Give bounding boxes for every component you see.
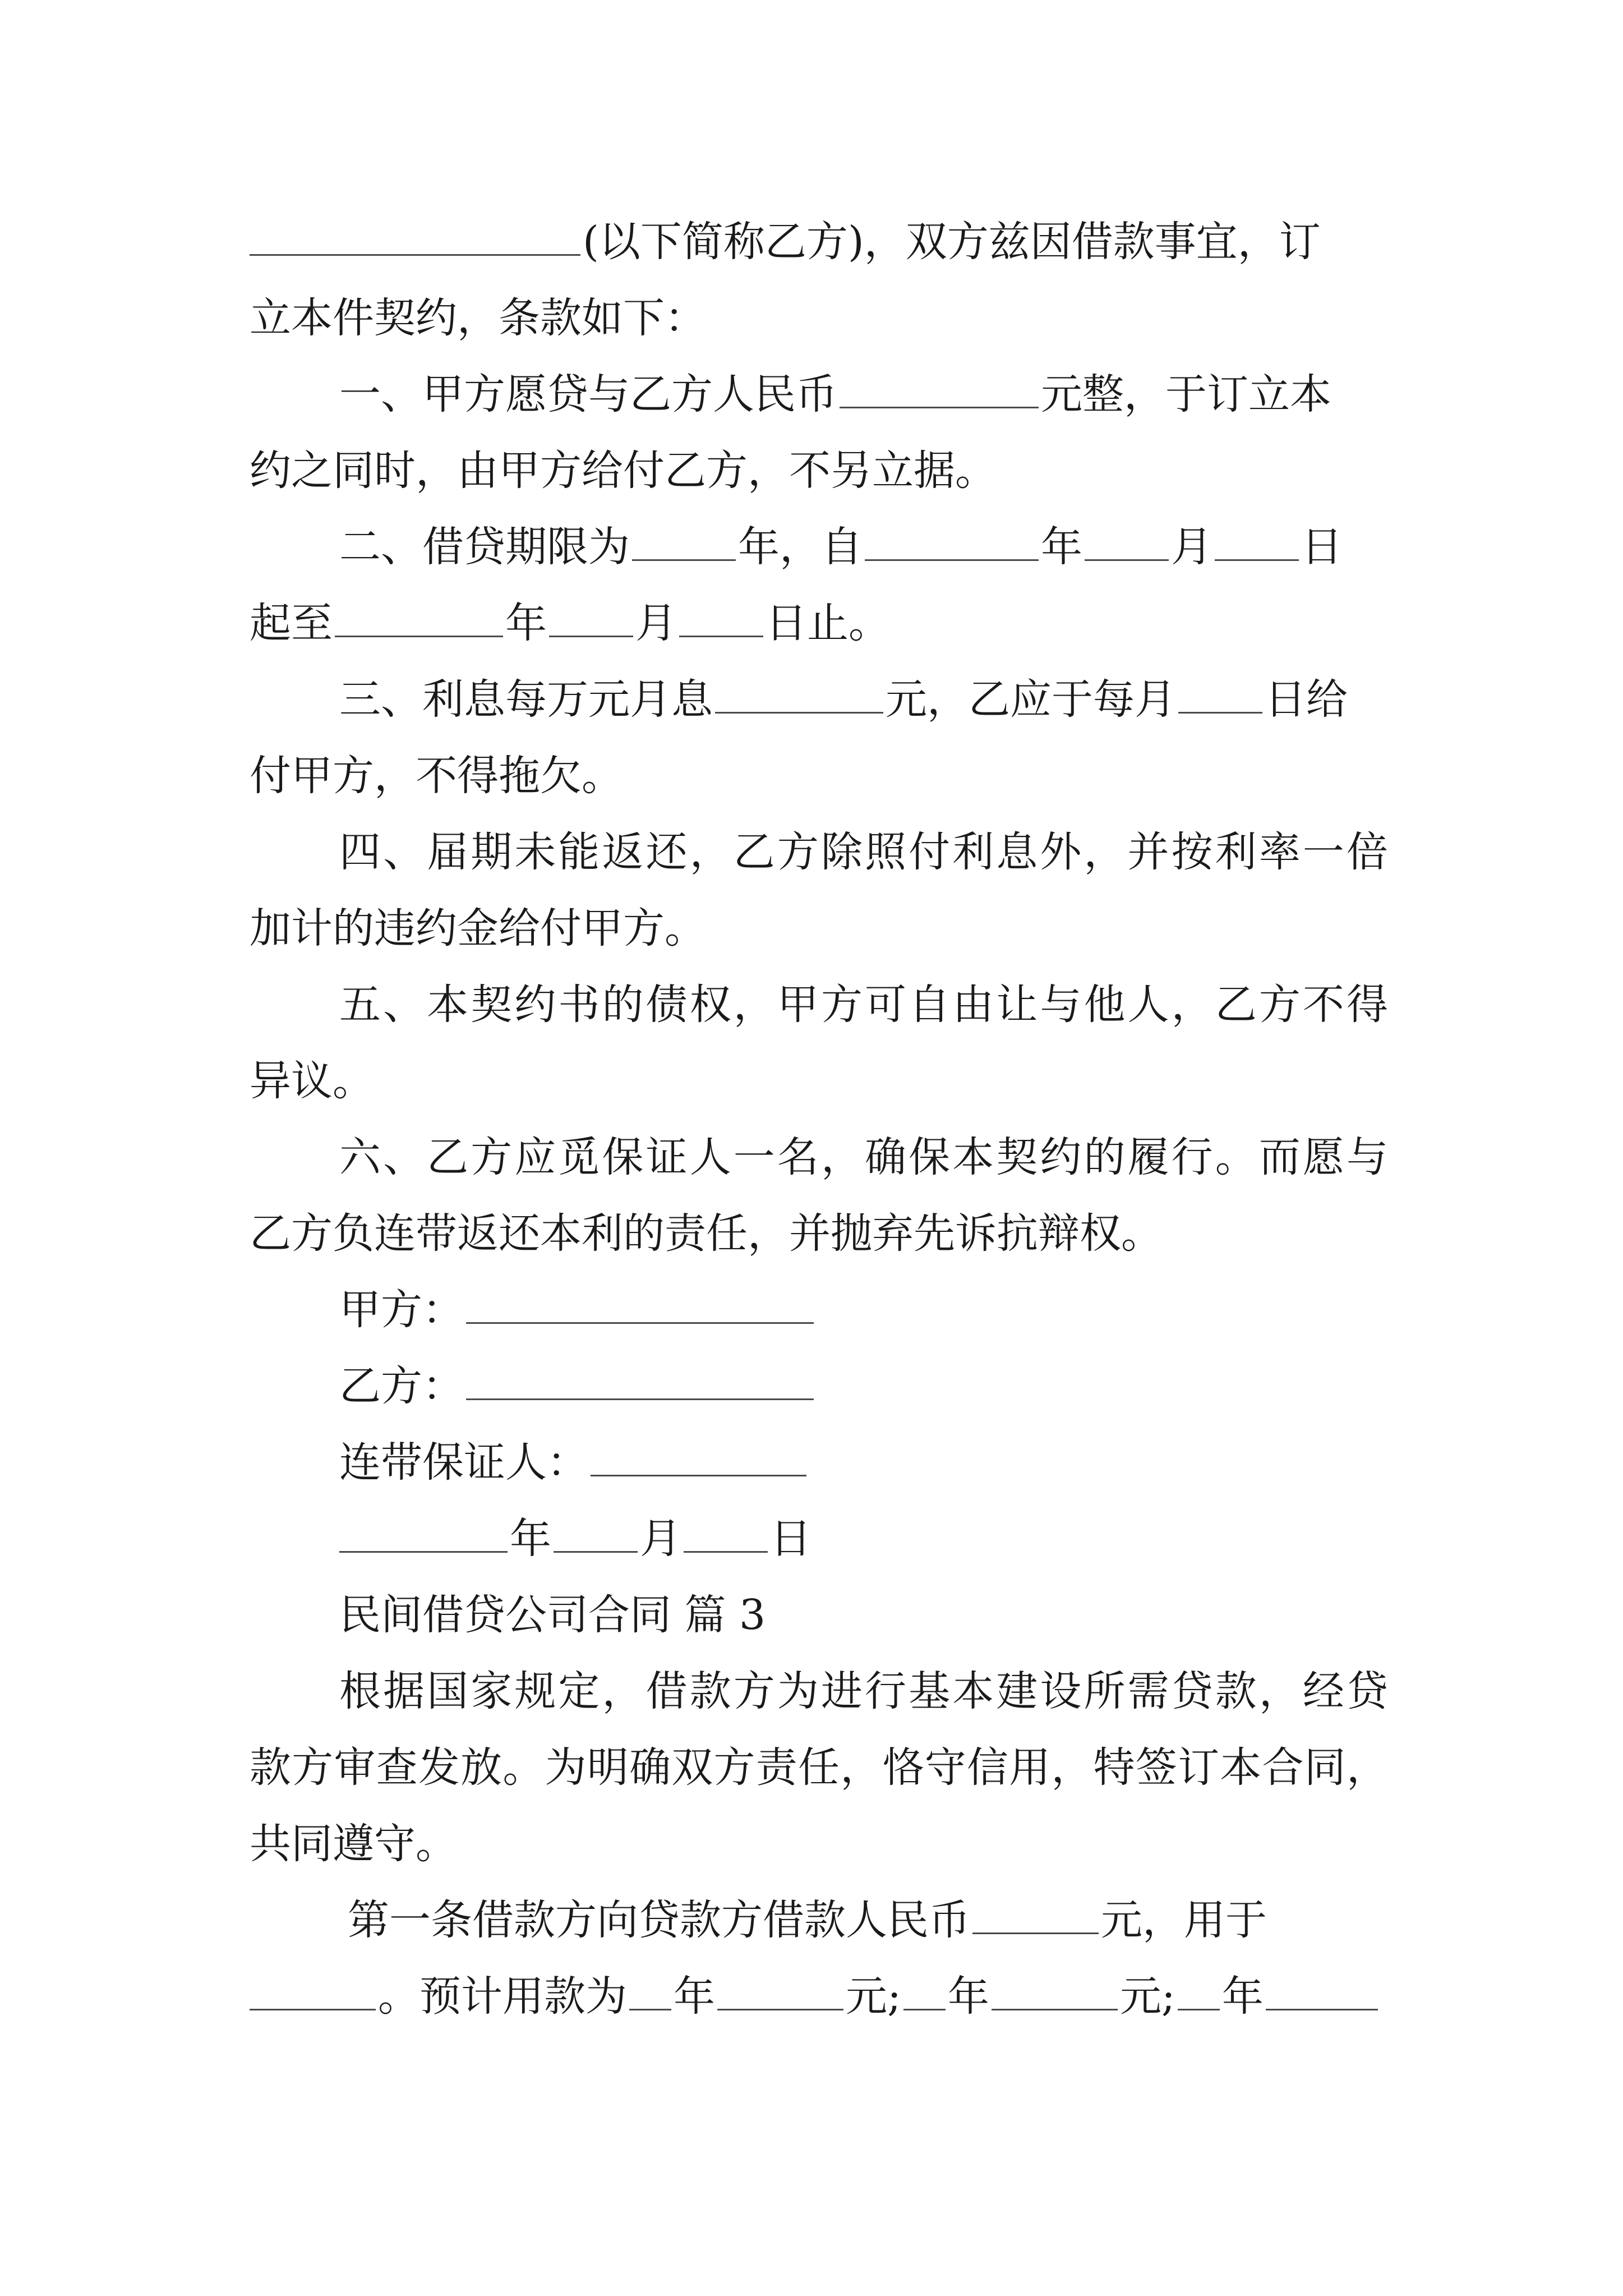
text-line: 加计的违约金给付甲方。 <box>250 904 706 953</box>
fill-blank <box>466 1283 814 1324</box>
text-line: 共同遵守。 <box>250 1820 457 1868</box>
text-segment: 第一条借款方向贷款方借款人民币 <box>348 1896 970 1944</box>
text-line <box>250 211 1388 273</box>
fill-blank <box>335 596 503 637</box>
text-line: 六、乙方应觅保证人一名，确保本契约的履行。而愿与 <box>339 1133 1388 1181</box>
section-heading: 民间借贷公司合同 篇 3 <box>339 1591 766 1639</box>
text-line <box>339 516 1388 578</box>
fill-blank <box>972 1893 1099 1934</box>
fill-blank <box>679 596 763 637</box>
text-line: 根据国家规定，借款方为进行基本建设所需贷款，经贷 <box>339 1667 1388 1715</box>
text-line: 约之同时，由甲方给付乙方，不另立据。 <box>250 447 997 495</box>
fill-blank <box>1266 1970 1378 2010</box>
text-line <box>250 592 1388 654</box>
fill-blank <box>865 520 1039 561</box>
fill-blank <box>1215 520 1299 561</box>
fill-blank <box>715 673 883 714</box>
text-segment: 年 <box>1041 523 1082 571</box>
fill-blank <box>466 1359 814 1400</box>
text-segment: 月 <box>1171 523 1212 571</box>
text-line: 五、本契约书的债权，甲方可自由让与他人，乙方不得 <box>339 981 1388 1029</box>
text-line <box>348 1889 1388 1951</box>
fill-blank <box>339 1512 508 1553</box>
text-segment: 年，自 <box>738 523 863 571</box>
signature-line-guarantor <box>339 1432 1388 1493</box>
text-segment: 乙方： <box>339 1362 464 1410</box>
text-segment: 起至 <box>250 599 333 647</box>
text-segment: 年 <box>1221 1972 1264 2021</box>
fill-blank <box>250 1970 376 2010</box>
fill-blank <box>591 1435 806 1476</box>
text-line: 付甲方，不得拖欠。 <box>250 752 623 800</box>
fill-blank <box>903 1970 946 2010</box>
fill-blank <box>1178 1970 1220 2010</box>
text-segment: 。预计用款为 <box>378 1972 627 2021</box>
text-line: 异议。 <box>250 1057 374 1105</box>
text-segment: 元，用于 <box>1101 1896 1267 1944</box>
text-line: 四、届期未能返还，乙方除照付利息外，并按利率一倍 <box>339 828 1388 876</box>
text-segment: 年 <box>947 1972 989 2021</box>
text-line <box>250 1966 1388 2027</box>
text-segment: 元; <box>846 1972 901 2021</box>
fill-blank <box>629 1970 671 2010</box>
text-segment: 年 <box>510 1515 551 1563</box>
text-segment: 元; <box>1119 1972 1175 2021</box>
text-segment: 日给 <box>1265 675 1348 724</box>
text-line <box>339 669 1388 730</box>
fill-blank <box>632 520 736 561</box>
fill-blank <box>1085 520 1169 561</box>
text-segment: 三、利息每万元月息 <box>339 675 713 724</box>
text-segment: 一、甲方愿贷与乙方人民币 <box>339 370 837 418</box>
text-segment: 元，乙应于每月 <box>886 675 1176 724</box>
text-segment: 连带保证人： <box>339 1438 588 1487</box>
fill-blank <box>840 367 1039 408</box>
fill-blank <box>549 596 633 637</box>
text-segment: 年 <box>505 599 547 647</box>
signature-line-party-b <box>339 1355 1388 1417</box>
text-line: 款方审查发放。为明确双方责任，恪守信用，特签订本合同， <box>250 1743 1388 1792</box>
fill-blank <box>992 1970 1118 2010</box>
fill-blank <box>250 215 580 256</box>
text-line: 立本件契约，条款如下： <box>250 294 706 342</box>
fill-blank <box>554 1512 638 1553</box>
text-segment: (以下简称乙方)，双方兹因借款事宜，订 <box>583 218 1321 266</box>
text-segment: 二、借贷期限为 <box>339 523 630 571</box>
text-segment: 日 <box>770 1515 811 1563</box>
text-segment: 元整，于订立本 <box>1041 370 1331 418</box>
signature-line-party-a <box>339 1279 1388 1341</box>
text-segment: 日 <box>1301 523 1343 571</box>
text-segment: 月 <box>640 1515 681 1563</box>
text-segment: 年 <box>674 1972 715 2021</box>
fill-blank <box>1178 673 1262 714</box>
date-line <box>339 1508 1388 1570</box>
fill-blank <box>684 1512 768 1553</box>
text-segment: 月 <box>635 599 677 647</box>
text-line <box>339 364 1388 425</box>
text-segment: 日止。 <box>766 599 890 647</box>
text-line: 乙方负连带返还本利的责任，并抛弃先诉抗辩权。 <box>250 1209 1163 1258</box>
fill-blank <box>717 1970 843 2010</box>
text-segment: 甲方： <box>339 1286 464 1334</box>
